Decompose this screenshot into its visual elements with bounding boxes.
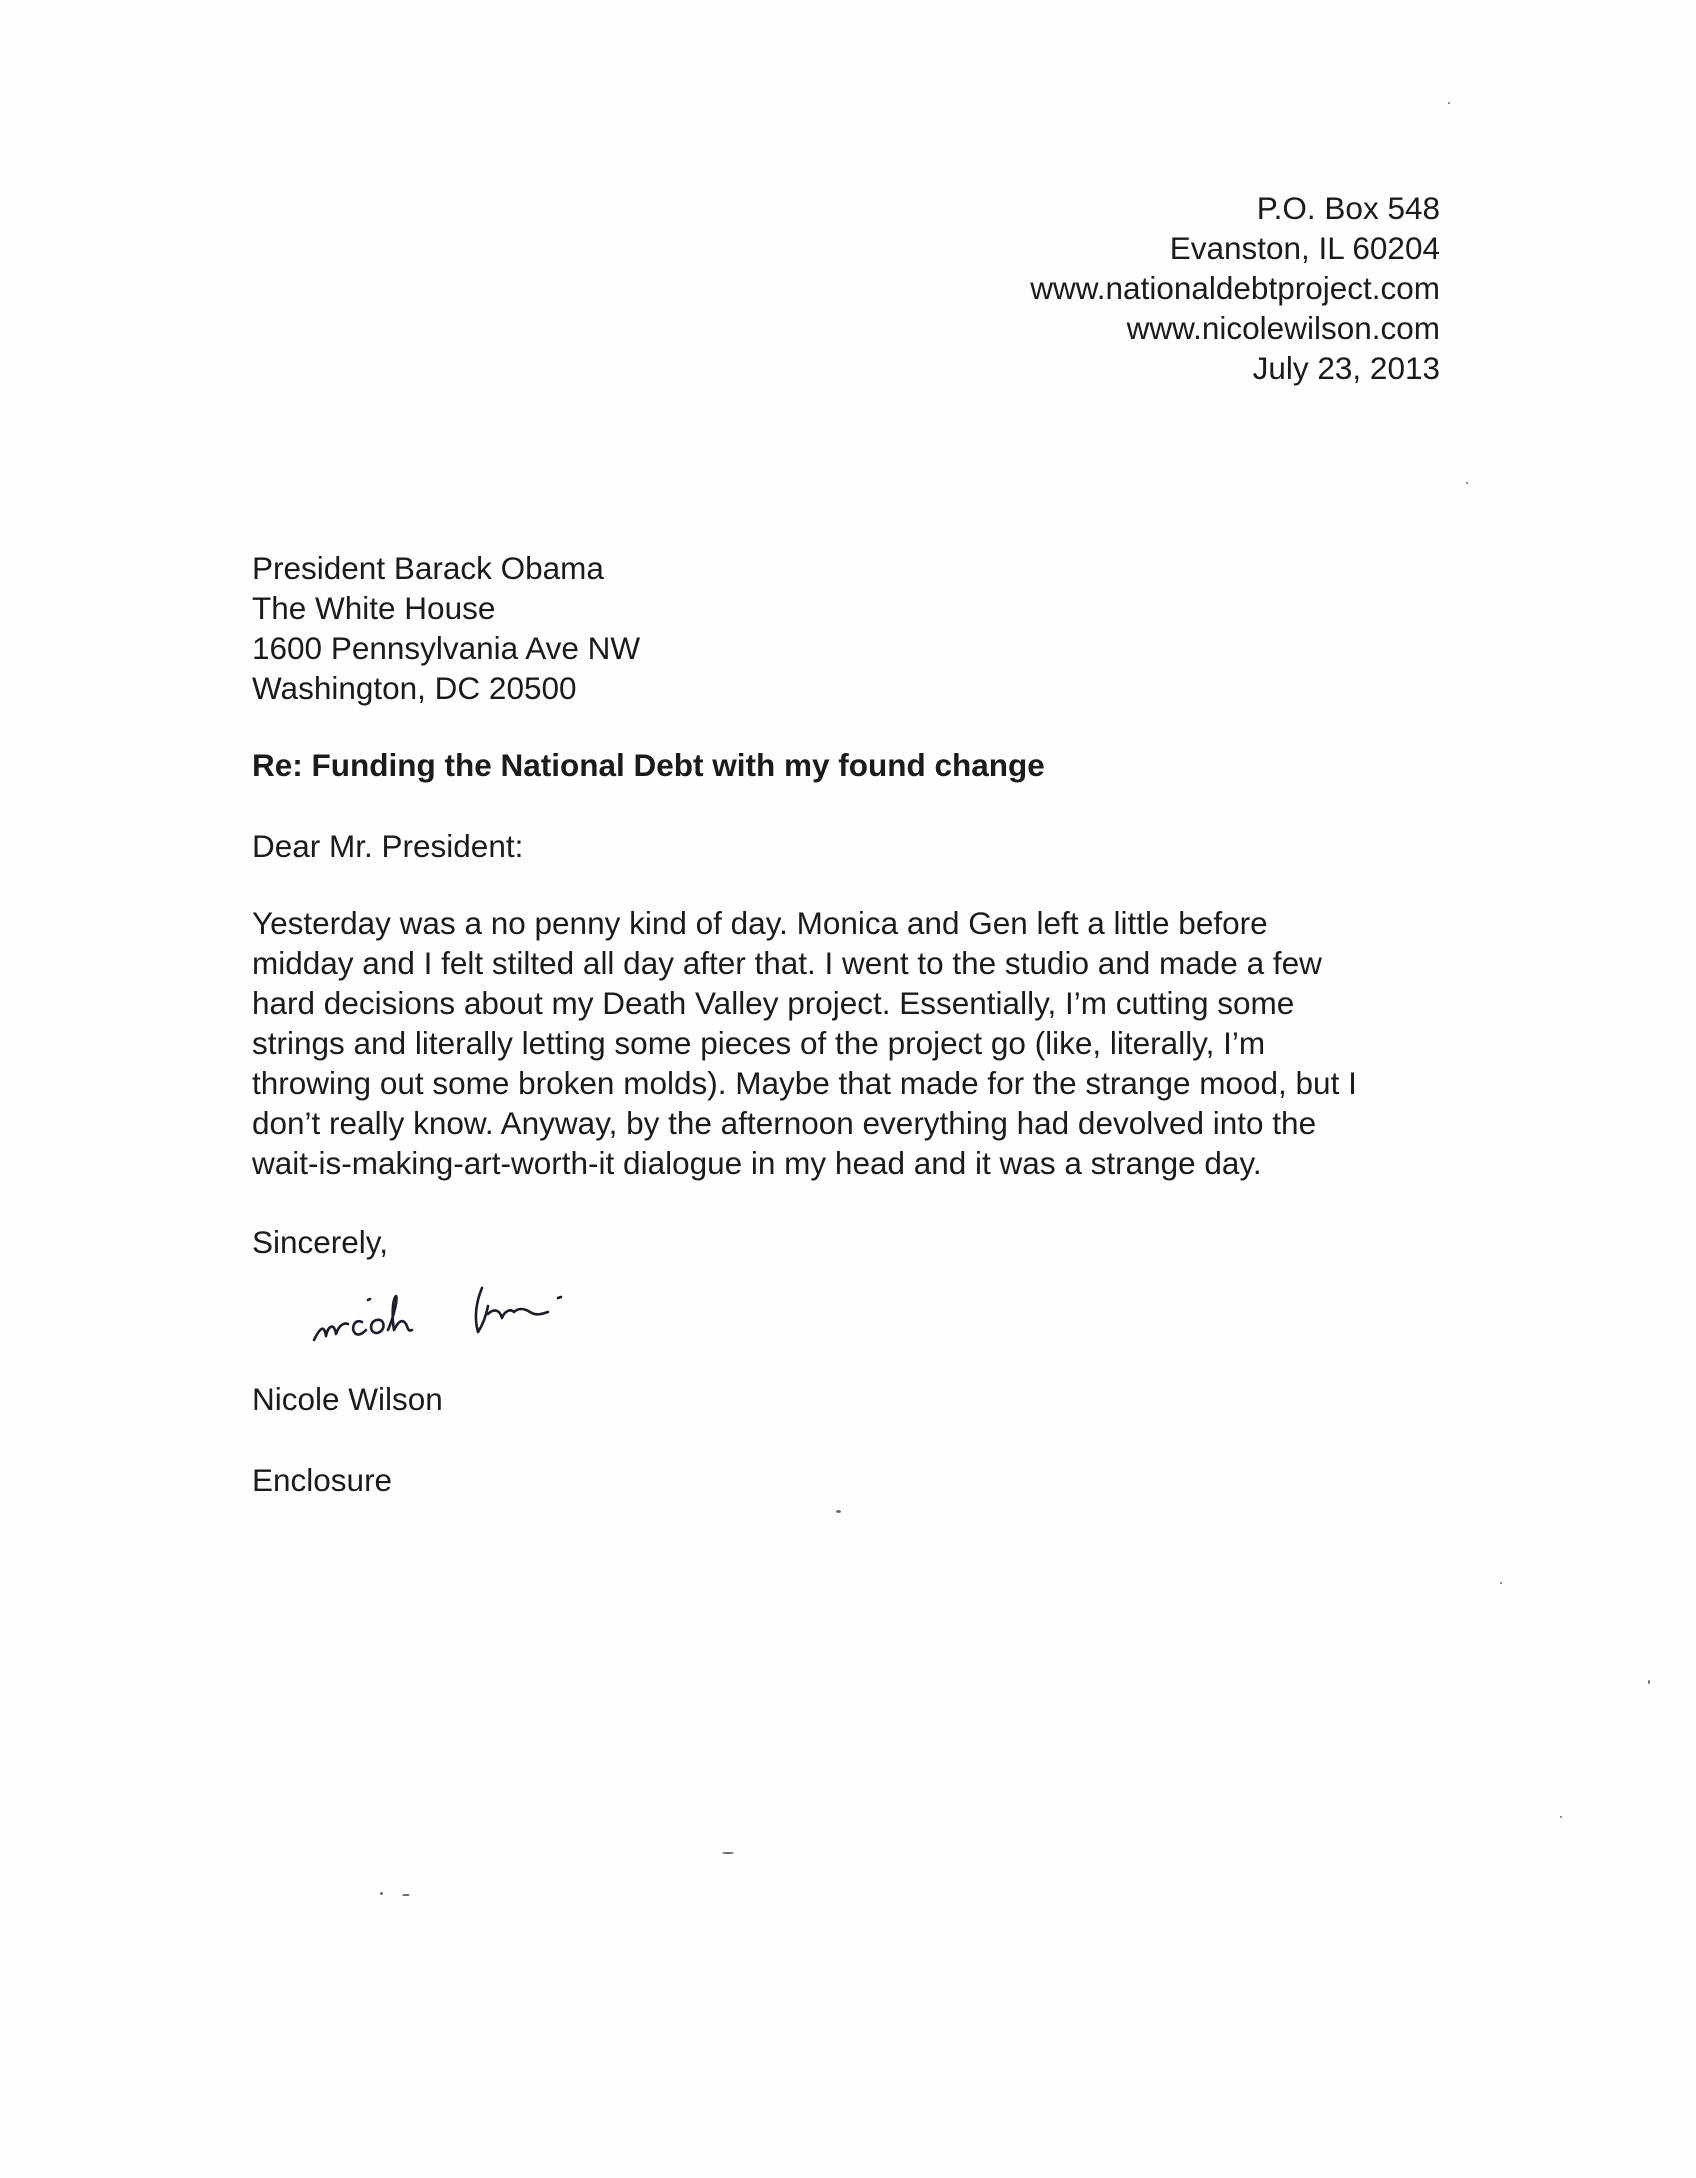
recipient-name: President Barack Obama <box>252 550 604 586</box>
body-line: midday and I felt stilted all day after that. I went to the studio and made a few <box>252 945 1322 981</box>
scan-speck <box>722 1852 734 1854</box>
sender-website-1: www.nationaldebtproject.com <box>1030 270 1440 306</box>
recipient-address-block <box>252 548 640 708</box>
letter-body <box>252 903 1357 1183</box>
recipient-city-state-zip: Washington, DC 20500 <box>252 670 577 706</box>
signer-name: Nicole Wilson <box>252 1381 443 1417</box>
scan-speck <box>380 1892 383 1895</box>
body-line: throwing out some broken molds). Maybe that made for the strange mood, but I <box>252 1065 1357 1101</box>
sender-website-2: www.nicolewilson.com <box>1126 310 1440 346</box>
recipient-street: 1600 Pennsylvania Ave NW <box>252 630 641 666</box>
sender-city-state-zip: Evanston, IL 60204 <box>1169 230 1440 266</box>
scan-speck <box>402 1894 410 1896</box>
sender-po-box: P.O. Box 548 <box>1256 190 1440 226</box>
subject-line: Re: Funding the National Debt with my found change <box>252 747 1045 783</box>
scan-speck <box>1560 1816 1562 1818</box>
scan-speck <box>1448 102 1450 104</box>
body-line: hard decisions about my Death Valley project. Essentially, I’m cutting some <box>252 985 1295 1021</box>
closing: Sincerely, <box>252 1224 388 1260</box>
scan-speck <box>1500 1582 1502 1584</box>
letter-date: July 23, 2013 <box>1252 350 1440 386</box>
sender-address-block <box>1030 188 1440 388</box>
scan-speck <box>836 1510 841 1513</box>
recipient-organization: The White House <box>252 590 496 626</box>
body-line: strings and literally letting some pieces of the project go (like, literally, I’m <box>252 1025 1266 1061</box>
handwritten-signature <box>310 1278 600 1358</box>
enclosure-notation: Enclosure <box>252 1462 393 1498</box>
body-line: wait-is-making-art-worth-it dialogue in my head and it was a strange day. <box>252 1145 1262 1181</box>
scan-speck <box>1466 482 1468 484</box>
scan-speck <box>1648 1680 1650 1684</box>
salutation: Dear Mr. President: <box>252 828 524 864</box>
body-line: don’t really know. Anyway, by the afternoon everything had devolved into the <box>252 1105 1317 1141</box>
body-line: Yesterday was a no penny kind of day. Monica and Gen left a little before <box>252 905 1268 941</box>
